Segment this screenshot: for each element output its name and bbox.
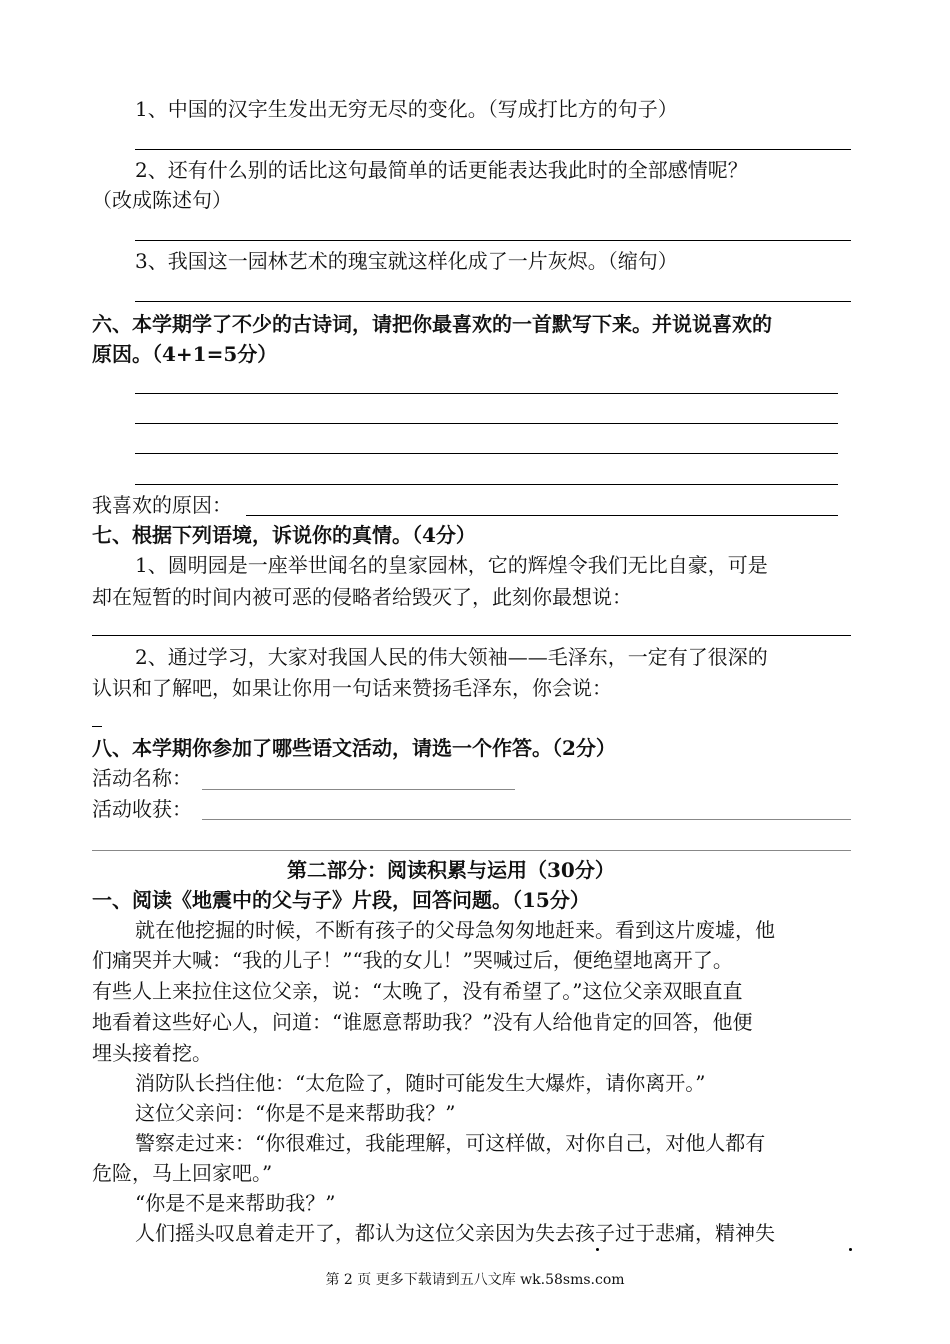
answer-line[interactable] (135, 240, 851, 241)
passage-line: 就在他挖掘的时候，不断有孩子的父母急匆匆地赶来。看到这片废墟，他 (135, 918, 775, 942)
passage-line: 警察走过来：“你很难过，我能理解，可这样做，对你自己，对他人都有 (135, 1131, 766, 1155)
passage-line: 们痛哭并大喊：“我的儿子！”“我的女儿！”哭喊过后，便绝望地离开了。 (92, 948, 733, 972)
section5-q1: 1、中国的汉字生发出无穷无尽的变化。（写成打比方的句子） (135, 97, 678, 121)
activity-name-label: 活动名称： (92, 766, 192, 790)
activity-gain-label: 活动收获： (92, 797, 192, 821)
passage-line: 有些人上来拉住这位父亲，说：“太晚了，没有希望了。”这位父亲双眼直直 (92, 979, 743, 1003)
answer-line[interactable] (92, 635, 851, 636)
activity-name-line[interactable] (202, 789, 515, 790)
page-footer: 第 2 页 更多下载请到五八文库 wk.58sms.com (325, 1272, 625, 1288)
answer-line[interactable] (135, 301, 851, 302)
section5-q3: 3、我国这一园林艺术的瑰宝就这样化成了一片灰烬。（缩句） (135, 249, 678, 273)
answer-line[interactable] (135, 149, 851, 150)
reason-answer-line[interactable] (246, 515, 838, 516)
section6-heading-line1: 六、本学期学了不少的古诗词，请把你最喜欢的一首默写下来。并说说喜欢的 (92, 312, 772, 336)
section7-q2-line2: 认识和了解吧，如果让你用一句话来赞扬毛泽东，你会说： (92, 676, 612, 700)
reading1-heading: 一、阅读《地震中的父与子》片段，回答问题。（15分） (92, 888, 590, 912)
section7-heading: 七、根据下列语境，诉说你的真情。（4分） (92, 523, 476, 547)
activity-gain-line[interactable] (92, 850, 851, 851)
section7-q1-line1: 1、圆明园是一座举世闻名的皇家园林，它的辉煌令我们无比自豪，可是 (135, 553, 768, 577)
poem-answer-line[interactable] (135, 423, 838, 424)
passage-line: 消防队长挡住他：“太危险了，随时可能发生大爆炸，请你离开。” (135, 1071, 706, 1095)
reason-label: 我喜欢的原因： (92, 493, 232, 517)
emphasis-dot (849, 1248, 852, 1251)
poem-answer-line[interactable] (135, 484, 838, 485)
passage-line: “你是不是来帮助我？” (135, 1191, 336, 1215)
passage-line: 人们摇头叹息着走开了，都认为这位父亲因为失去孩子过于悲痛，精神失 (135, 1221, 775, 1245)
passage-line: 埋头接着挖。 (92, 1041, 212, 1065)
section8-heading: 八、本学期你参加了哪些语文活动，请选一个作答。（2分） (92, 736, 616, 760)
section7-q1-line2: 却在短暂的时间内被可恶的侵略者给毁灭了，此刻你最想说： (92, 585, 632, 609)
poem-answer-line[interactable] (135, 393, 838, 394)
section7-q2-line1: 2、通过学习，大家对我国人民的伟大领袖——毛泽东，一定有了很深的 (135, 645, 768, 669)
passage-line: 危险，马上回家吧。” (92, 1161, 273, 1185)
emphasis-dot (596, 1248, 599, 1251)
section5-q2-line2: （改成陈述句） (92, 188, 232, 212)
poem-answer-line[interactable] (135, 453, 838, 454)
part2-title: 第二部分：阅读积累与运用（30分） (287, 858, 615, 882)
section5-q2-line1: 2、还有什么别的话比这句最简单的话更能表达我此时的全部感情呢？ (135, 158, 748, 182)
passage-line: 这位父亲问：“你是不是来帮助我？” (135, 1101, 456, 1125)
passage-line: 地看着这些好心人，问道：“谁愿意帮助我？”没有人给他肯定的回答，他便 (92, 1010, 753, 1034)
answer-line-short[interactable] (92, 726, 102, 727)
section6-heading-line2: 原因。（4+1=5分） (92, 342, 278, 366)
activity-gain-line[interactable] (202, 819, 851, 820)
